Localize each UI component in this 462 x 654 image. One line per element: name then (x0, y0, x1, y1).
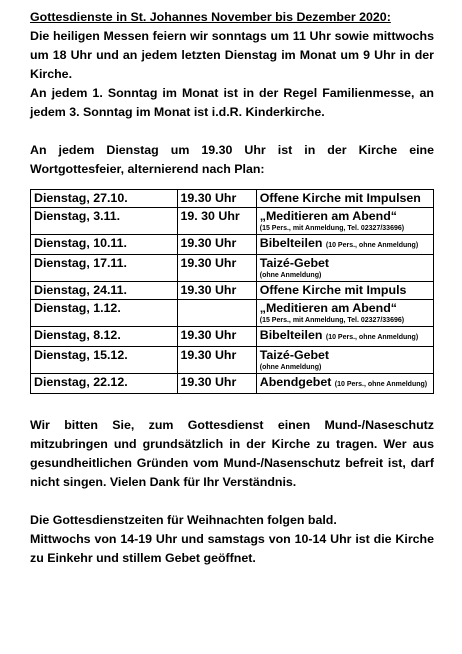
table-row (31, 190, 434, 208)
table-row (31, 300, 434, 327)
schedule-table (30, 189, 434, 394)
schedule-body (31, 190, 434, 394)
schedule-note: (10 Pers., ohne Anmeldung) (325, 334, 419, 341)
schedule-date: Dienstag, 1.12. (31, 300, 178, 327)
schedule-event: „Meditieren am Abend“ (259, 301, 397, 315)
schedule-time: 19.30 Uhr (177, 235, 256, 255)
schedule-date: Dienstag, 27.10. (31, 190, 178, 208)
schedule-time: 19.30 Uhr (177, 374, 256, 394)
schedule-event-cell (256, 347, 433, 374)
table-row (31, 327, 434, 347)
schedule-date: Dienstag, 15.12. (31, 347, 178, 374)
mask-notice-paragraph: Wir bitten Sie, zum Gottesdienst einen Mund-/Naseschutz mitzubringen und grundsätzlich in der Kirche zu tragen. Wer aus gesundheitlichen Gründen vom Mund-/Nasenschutz befreit ist, darf nicht singen. Vielen Dank für Ihr Verständnis. (30, 418, 434, 489)
schedule-time: 19.30 Uhr (177, 255, 256, 282)
schedule-note: (10 Pers., ohne Anmeldung) (325, 242, 419, 249)
schedule-event: Taizé-Gebet (259, 256, 330, 270)
schedule-note: (ohne Anmeldung) (259, 272, 322, 279)
schedule-event-cell (256, 374, 433, 394)
schedule-event-cell (256, 235, 433, 255)
christmas-notice-paragraph: Die Gottesdienstzeiten für Weihnachten folgen bald. (30, 513, 337, 527)
schedule-date: Dienstag, 10.11. (31, 235, 178, 255)
table-row (31, 374, 434, 394)
schedule-event-cell (256, 255, 433, 282)
family-mass-paragraph: An jedem 1. Sonntag im Monat ist in der Regel Familienmesse, an jedem 3. Sonntag im Monat ist i.d.R. Kinderkirche. (30, 86, 434, 119)
schedule-date: Dienstag, 3.11. (31, 208, 178, 235)
schedule-event: Bibelteilen (259, 236, 323, 250)
schedule-time (177, 300, 256, 327)
schedule-event-cell (256, 300, 433, 327)
schedule-event: Abendgebet (259, 375, 332, 389)
schedule-event: „Meditieren am Abend“ (259, 209, 397, 223)
table-row (31, 282, 434, 300)
schedule-date: Dienstag, 8.12. (31, 327, 178, 347)
schedule-event: Offene Kirche mit Impuls (259, 283, 407, 297)
schedule-date: Dienstag, 24.11. (31, 282, 178, 300)
page-title: Gottesdienste in St. Johannes November bis Dezember 2020: (30, 10, 391, 24)
schedule-event-cell (256, 282, 433, 300)
schedule-event-cell (256, 190, 433, 208)
table-row (31, 208, 434, 235)
spacer (30, 122, 434, 141)
document-page (30, 8, 434, 568)
schedule-event: Offene Kirche mit Impulsen (259, 191, 421, 205)
mass-times-paragraph: Die heiligen Messen feiern wir sonntags um 11 Uhr sowie mittwochs um 18 Uhr und an jedem letzten Dienstag im Monat um 9 Uhr in der Kirche. (30, 29, 434, 81)
schedule-date: Dienstag, 17.11. (31, 255, 178, 282)
schedule-note: (15 Pers., mit Anmeldung, Tel. 02327/33696) (259, 317, 405, 324)
opening-hours-paragraph: Mittwochs von 14-19 Uhr und samstags von 10-14 Uhr ist die Kirche zu Einkehr und stillem Gebet geöffnet. (30, 532, 434, 565)
schedule-time: 19.30 Uhr (177, 347, 256, 374)
schedule-time: 19.30 Uhr (177, 190, 256, 208)
schedule-note: (15 Pers., mit Anmeldung, Tel. 02327/33696) (259, 225, 405, 232)
table-row (31, 255, 434, 282)
table-row (31, 235, 434, 255)
tuesday-intro-paragraph: An jedem Dienstag um 19.30 Uhr ist in der Kirche eine Wortgottesfeier, alternierend nach Plan: (30, 143, 434, 176)
schedule-event: Bibelteilen (259, 328, 323, 342)
schedule-event-cell (256, 327, 433, 347)
schedule-event-cell (256, 208, 433, 235)
schedule-note: (10 Pers., ohne Anmeldung) (334, 381, 428, 388)
schedule-time: 19.30 Uhr (177, 282, 256, 300)
spacer (30, 492, 434, 511)
schedule-note: (ohne Anmeldung) (259, 364, 322, 371)
table-row (31, 347, 434, 374)
schedule-time: 19. 30 Uhr (177, 208, 256, 235)
schedule-date: Dienstag, 22.12. (31, 374, 178, 394)
schedule-time: 19.30 Uhr (177, 327, 256, 347)
schedule-event: Taizé-Gebet (259, 348, 330, 362)
